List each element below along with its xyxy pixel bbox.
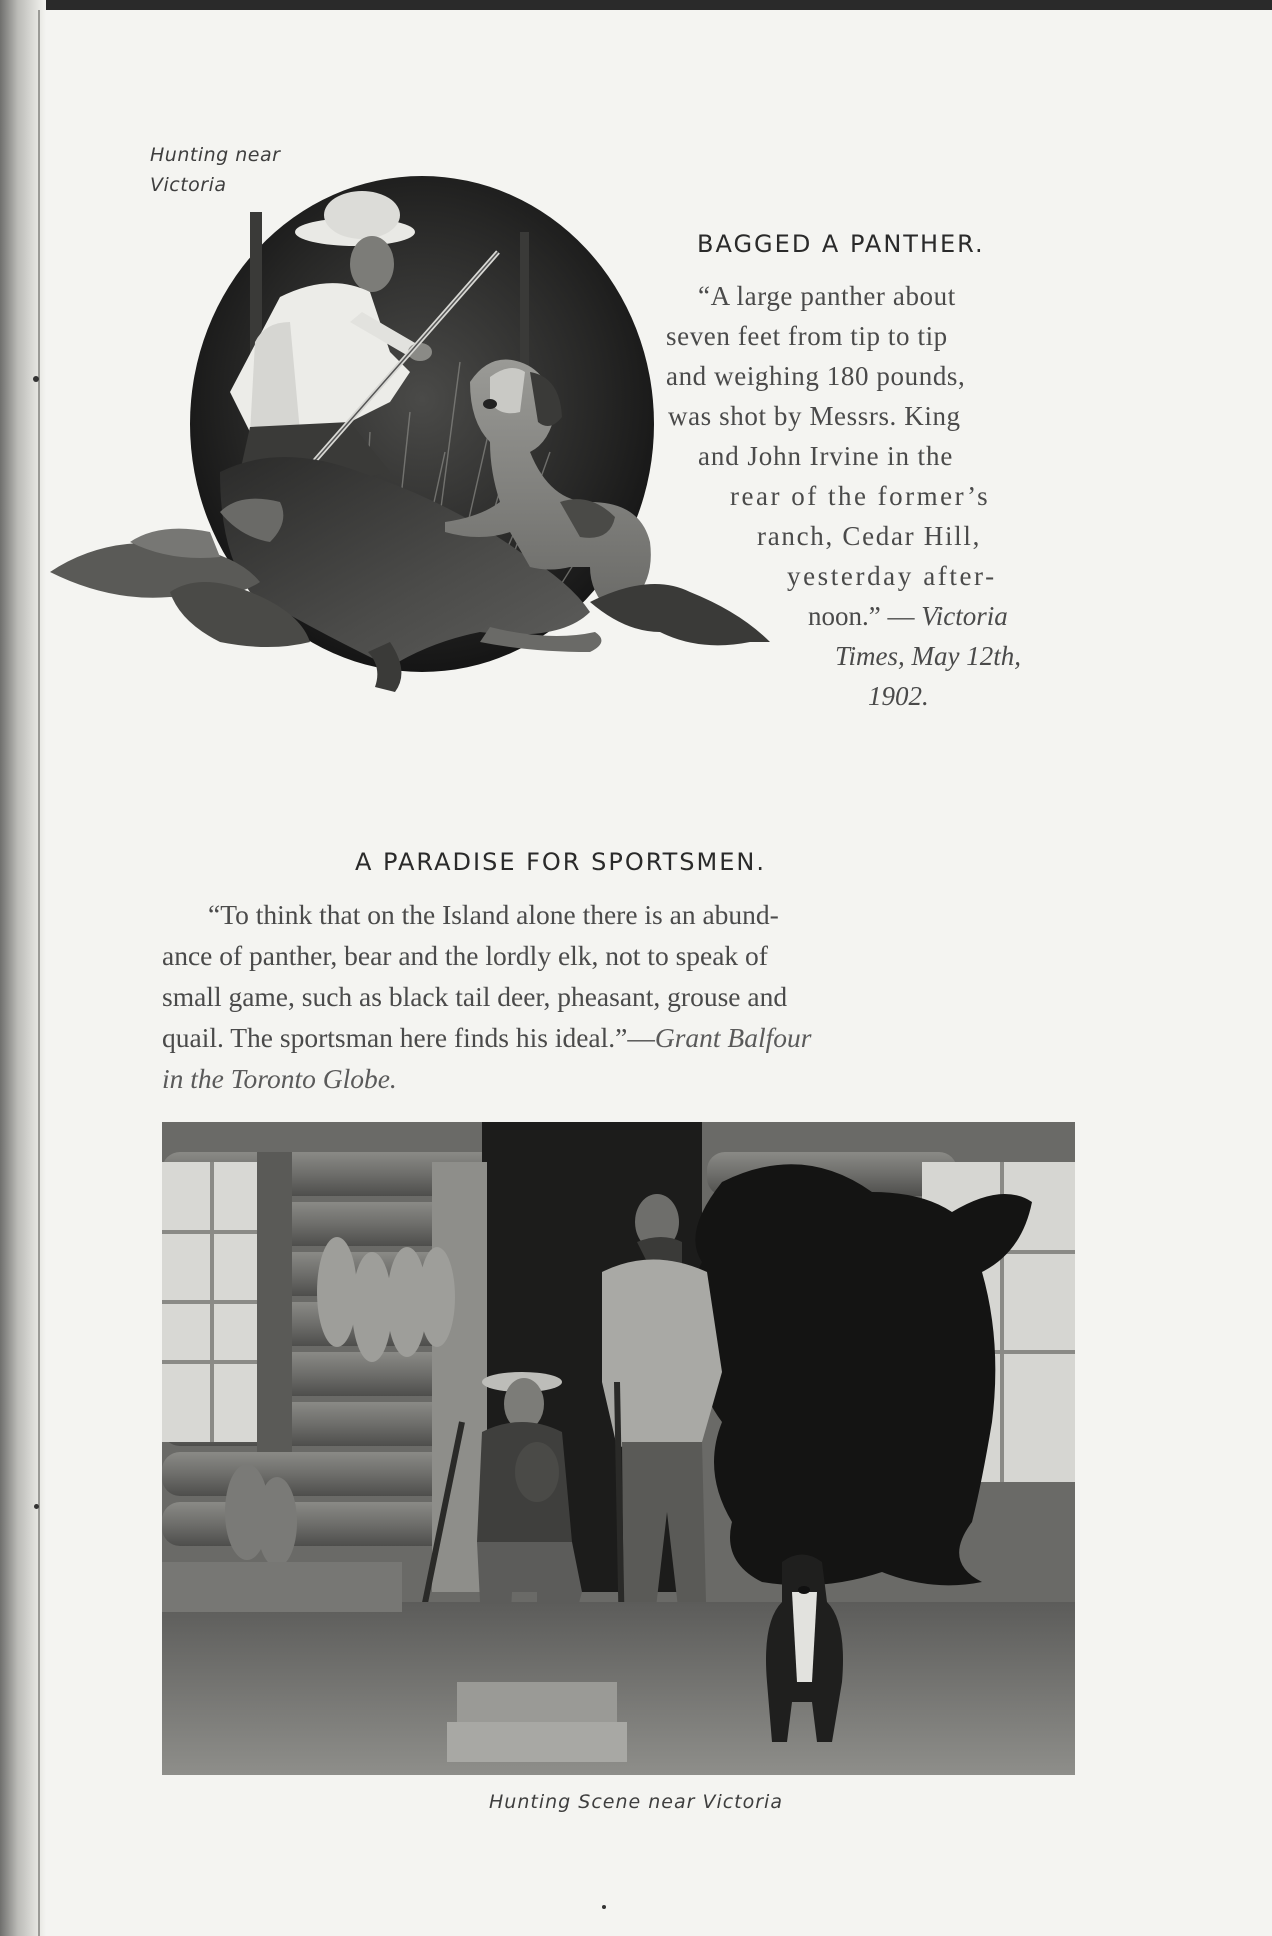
- page-top-edge: [0, 0, 1272, 10]
- gutter-line: [38, 10, 40, 1936]
- quote-line: [835, 641, 1021, 672]
- photo-caption-bottom: Hunting Scene near Victoria: [489, 1791, 783, 1813]
- quote-line: was shot by Messrs. King: [668, 401, 961, 431]
- article-body-paradise: [162, 894, 1075, 1099]
- quote-line: seven feet from tip to tip: [666, 321, 948, 351]
- quote-source: Times, May 12th,: [835, 641, 1021, 671]
- article-heading-panther: BAGGED A PANTHER.: [697, 230, 985, 258]
- quote-line: [868, 681, 929, 712]
- quote-line: yesterday after-: [787, 561, 997, 591]
- para-line: [162, 976, 1075, 1017]
- para-line: [162, 1058, 1075, 1099]
- para-text: “To think that on the Island alone there is an abund-: [208, 899, 779, 930]
- para-source: in the Toronto Globe.: [162, 1063, 397, 1094]
- quote-text: noon.” —: [808, 601, 922, 631]
- para-line: [162, 935, 1075, 976]
- quote-line: rear of the former’s: [730, 481, 991, 511]
- scan-speck: [602, 1905, 606, 1909]
- para-source: Grant Balfour: [654, 1022, 812, 1053]
- quote-line: “A large panther about: [698, 281, 956, 311]
- para-text: ance of panther, bear and the lordly elk, not to speak of: [162, 940, 768, 971]
- article-heading-paradise: A PARADISE FOR SPORTSMEN.: [355, 848, 766, 876]
- para-line: [162, 894, 1075, 935]
- para-text: small game, such as black tail deer, pheasant, grouse and: [162, 981, 788, 1012]
- scan-speck: [33, 376, 39, 382]
- quote-line: ranch, Cedar Hill,: [757, 521, 982, 551]
- quote-source: 1902.: [868, 681, 929, 711]
- quote-line: and John Irvine in the: [698, 441, 954, 471]
- caption-line-2: Victoria: [150, 174, 227, 196]
- quote-line: and weighing 180 pounds,: [666, 361, 966, 391]
- quote-line: [808, 601, 1008, 632]
- para-text: [162, 1017, 811, 1058]
- cabin-hunting-photo: [162, 1122, 1075, 1775]
- scan-speck: [34, 1504, 39, 1509]
- caption-line-1: Hunting near: [150, 144, 281, 166]
- para-quote: quail. The sportsman here finds his ideal.”—: [162, 1022, 655, 1053]
- quote-source: Victoria: [921, 601, 1008, 631]
- para-line: [162, 1017, 1075, 1058]
